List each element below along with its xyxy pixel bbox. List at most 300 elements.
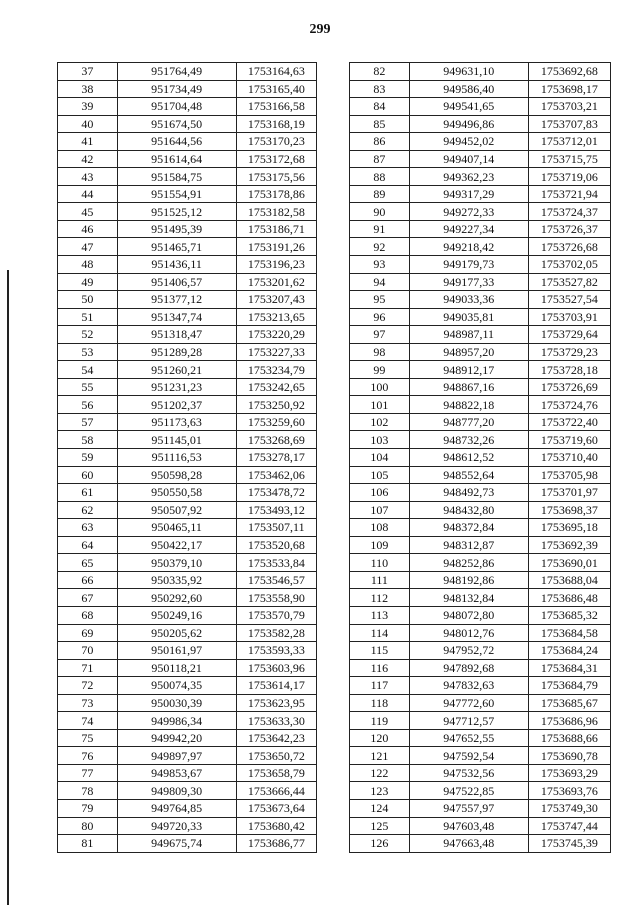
x-coordinate-cell: 949035,81 bbox=[409, 308, 528, 326]
coordinates-table-left bbox=[57, 62, 317, 853]
y-coordinate-cell: 1753686,96 bbox=[528, 712, 610, 730]
table-row bbox=[350, 817, 611, 835]
table-row bbox=[58, 536, 317, 554]
point-number-cell: 105 bbox=[350, 466, 410, 484]
y-coordinate-cell: 1753695,18 bbox=[528, 519, 610, 537]
y-coordinate-cell: 1753166,58 bbox=[236, 98, 316, 116]
y-coordinate-cell: 1753164,63 bbox=[236, 63, 316, 81]
y-coordinate-cell: 1753172,68 bbox=[236, 150, 316, 168]
x-coordinate-cell: 947712,57 bbox=[409, 712, 528, 730]
y-coordinate-cell: 1753707,83 bbox=[528, 115, 610, 133]
point-number-cell: 63 bbox=[58, 519, 118, 537]
y-coordinate-cell: 1753278,17 bbox=[236, 449, 316, 467]
table-row bbox=[58, 220, 317, 238]
table-row bbox=[58, 519, 317, 537]
y-coordinate-cell: 1753650,72 bbox=[236, 747, 316, 765]
y-coordinate-cell: 1753191,26 bbox=[236, 238, 316, 256]
point-number-cell: 56 bbox=[58, 396, 118, 414]
table-row bbox=[350, 308, 611, 326]
point-number-cell: 117 bbox=[350, 677, 410, 695]
table-row bbox=[350, 501, 611, 519]
point-number-cell: 74 bbox=[58, 712, 118, 730]
y-coordinate-cell: 1753168,19 bbox=[236, 115, 316, 133]
table-row bbox=[58, 343, 317, 361]
table-row bbox=[350, 659, 611, 677]
x-coordinate-cell: 948912,17 bbox=[409, 361, 528, 379]
point-number-cell: 107 bbox=[350, 501, 410, 519]
x-coordinate-cell: 947522,85 bbox=[409, 782, 528, 800]
y-coordinate-cell: 1753227,33 bbox=[236, 343, 316, 361]
point-number-cell: 92 bbox=[350, 238, 410, 256]
x-coordinate-cell: 951614,64 bbox=[117, 150, 236, 168]
point-number-cell: 80 bbox=[58, 817, 118, 835]
table-row bbox=[58, 150, 317, 168]
x-coordinate-cell: 947603,48 bbox=[409, 817, 528, 835]
x-coordinate-cell: 951116,53 bbox=[117, 449, 236, 467]
point-number-cell: 112 bbox=[350, 589, 410, 607]
y-coordinate-cell: 1753623,95 bbox=[236, 694, 316, 712]
x-coordinate-cell: 949853,67 bbox=[117, 764, 236, 782]
y-coordinate-cell: 1753729,23 bbox=[528, 343, 610, 361]
point-number-cell: 103 bbox=[350, 431, 410, 449]
y-coordinate-cell: 1753527,54 bbox=[528, 291, 610, 309]
table-row bbox=[350, 571, 611, 589]
x-coordinate-cell: 950205,62 bbox=[117, 624, 236, 642]
x-coordinate-cell: 950598,28 bbox=[117, 466, 236, 484]
table-row bbox=[58, 361, 317, 379]
table-row bbox=[58, 308, 317, 326]
x-coordinate-cell: 951347,74 bbox=[117, 308, 236, 326]
y-coordinate-cell: 1753234,79 bbox=[236, 361, 316, 379]
y-coordinate-cell: 1753745,39 bbox=[528, 835, 610, 853]
table-body bbox=[58, 63, 317, 853]
y-coordinate-cell: 1753546,57 bbox=[236, 571, 316, 589]
x-coordinate-cell: 947892,68 bbox=[409, 659, 528, 677]
table-row bbox=[58, 589, 317, 607]
point-number-cell: 38 bbox=[58, 80, 118, 98]
x-coordinate-cell: 951584,75 bbox=[117, 168, 236, 186]
x-coordinate-cell: 951674,50 bbox=[117, 115, 236, 133]
table-row bbox=[58, 624, 317, 642]
table-row bbox=[58, 396, 317, 414]
table-row bbox=[350, 782, 611, 800]
y-coordinate-cell: 1753614,17 bbox=[236, 677, 316, 695]
point-number-cell: 90 bbox=[350, 203, 410, 221]
table-row bbox=[350, 238, 611, 256]
x-coordinate-cell: 948312,87 bbox=[409, 536, 528, 554]
y-coordinate-cell: 1753692,39 bbox=[528, 536, 610, 554]
y-coordinate-cell: 1753684,58 bbox=[528, 624, 610, 642]
point-number-cell: 88 bbox=[350, 168, 410, 186]
point-number-cell: 71 bbox=[58, 659, 118, 677]
y-coordinate-cell: 1753719,06 bbox=[528, 168, 610, 186]
table-row bbox=[58, 256, 317, 274]
table-row bbox=[350, 484, 611, 502]
point-number-cell: 79 bbox=[58, 799, 118, 817]
point-number-cell: 99 bbox=[350, 361, 410, 379]
x-coordinate-cell: 948012,76 bbox=[409, 624, 528, 642]
point-number-cell: 53 bbox=[58, 343, 118, 361]
y-coordinate-cell: 1753570,79 bbox=[236, 606, 316, 624]
y-coordinate-cell: 1753685,32 bbox=[528, 606, 610, 624]
x-coordinate-cell: 948372,84 bbox=[409, 519, 528, 537]
page-number: 299 bbox=[309, 22, 331, 37]
x-coordinate-cell: 948777,20 bbox=[409, 413, 528, 431]
table-row bbox=[350, 747, 611, 765]
point-number-cell: 122 bbox=[350, 764, 410, 782]
y-coordinate-cell: 1753196,23 bbox=[236, 256, 316, 274]
y-coordinate-cell: 1753268,69 bbox=[236, 431, 316, 449]
y-coordinate-cell: 1753690,01 bbox=[528, 554, 610, 572]
point-number-cell: 93 bbox=[350, 256, 410, 274]
y-coordinate-cell: 1753242,65 bbox=[236, 378, 316, 396]
table-row bbox=[350, 606, 611, 624]
y-coordinate-cell: 1753721,94 bbox=[528, 185, 610, 203]
y-coordinate-cell: 1753690,78 bbox=[528, 747, 610, 765]
y-coordinate-cell: 1753527,82 bbox=[528, 273, 610, 291]
point-number-cell: 45 bbox=[58, 203, 118, 221]
x-coordinate-cell: 948432,80 bbox=[409, 501, 528, 519]
point-number-cell: 47 bbox=[58, 238, 118, 256]
table-row bbox=[58, 63, 317, 81]
table-row bbox=[58, 168, 317, 186]
point-number-cell: 95 bbox=[350, 291, 410, 309]
x-coordinate-cell: 948987,11 bbox=[409, 326, 528, 344]
point-number-cell: 121 bbox=[350, 747, 410, 765]
point-number-cell: 115 bbox=[350, 642, 410, 660]
point-number-cell: 84 bbox=[350, 98, 410, 116]
point-number-cell: 123 bbox=[350, 782, 410, 800]
y-coordinate-cell: 1753533,84 bbox=[236, 554, 316, 572]
x-coordinate-cell: 951554,91 bbox=[117, 185, 236, 203]
table-row bbox=[350, 589, 611, 607]
point-number-cell: 66 bbox=[58, 571, 118, 589]
table-row bbox=[58, 273, 317, 291]
table-row bbox=[350, 536, 611, 554]
y-coordinate-cell: 1753207,43 bbox=[236, 291, 316, 309]
table-row bbox=[350, 694, 611, 712]
point-number-cell: 96 bbox=[350, 308, 410, 326]
x-coordinate-cell: 949033,36 bbox=[409, 291, 528, 309]
y-coordinate-cell: 1753673,64 bbox=[236, 799, 316, 817]
table-row bbox=[58, 326, 317, 344]
point-number-cell: 91 bbox=[350, 220, 410, 238]
x-coordinate-cell: 949452,02 bbox=[409, 133, 528, 151]
y-coordinate-cell: 1753558,90 bbox=[236, 589, 316, 607]
point-number-cell: 81 bbox=[58, 835, 118, 853]
x-coordinate-cell: 951318,47 bbox=[117, 326, 236, 344]
point-number-cell: 76 bbox=[58, 747, 118, 765]
point-number-cell: 106 bbox=[350, 484, 410, 502]
point-number-cell: 70 bbox=[58, 642, 118, 660]
point-number-cell: 94 bbox=[350, 273, 410, 291]
y-coordinate-cell: 1753688,66 bbox=[528, 729, 610, 747]
point-number-cell: 119 bbox=[350, 712, 410, 730]
table-row bbox=[350, 431, 611, 449]
table-row bbox=[58, 554, 317, 572]
x-coordinate-cell: 948612,52 bbox=[409, 449, 528, 467]
point-number-cell: 54 bbox=[58, 361, 118, 379]
y-coordinate-cell: 1753213,65 bbox=[236, 308, 316, 326]
y-coordinate-cell: 1753724,37 bbox=[528, 203, 610, 221]
y-coordinate-cell: 1753729,64 bbox=[528, 326, 610, 344]
x-coordinate-cell: 950292,60 bbox=[117, 589, 236, 607]
table-row bbox=[58, 712, 317, 730]
table-row bbox=[350, 150, 611, 168]
y-coordinate-cell: 1753710,40 bbox=[528, 449, 610, 467]
x-coordinate-cell: 949317,29 bbox=[409, 185, 528, 203]
x-coordinate-cell: 950030,39 bbox=[117, 694, 236, 712]
table-row bbox=[350, 554, 611, 572]
point-number-cell: 78 bbox=[58, 782, 118, 800]
point-number-cell: 111 bbox=[350, 571, 410, 589]
point-number-cell: 60 bbox=[58, 466, 118, 484]
x-coordinate-cell: 948867,16 bbox=[409, 378, 528, 396]
x-coordinate-cell: 948492,73 bbox=[409, 484, 528, 502]
x-coordinate-cell: 949986,34 bbox=[117, 712, 236, 730]
x-coordinate-cell: 949407,14 bbox=[409, 150, 528, 168]
y-coordinate-cell: 1753698,17 bbox=[528, 80, 610, 98]
table-row bbox=[58, 80, 317, 98]
x-coordinate-cell: 951436,11 bbox=[117, 256, 236, 274]
table-row bbox=[58, 677, 317, 695]
y-coordinate-cell: 1753520,68 bbox=[236, 536, 316, 554]
table-row bbox=[350, 273, 611, 291]
table-row bbox=[350, 343, 611, 361]
table-row bbox=[350, 291, 611, 309]
table-row bbox=[58, 378, 317, 396]
table-row bbox=[350, 256, 611, 274]
point-number-cell: 46 bbox=[58, 220, 118, 238]
y-coordinate-cell: 1753685,67 bbox=[528, 694, 610, 712]
table-row bbox=[350, 185, 611, 203]
point-number-cell: 55 bbox=[58, 378, 118, 396]
table-row bbox=[58, 185, 317, 203]
table-row bbox=[350, 677, 611, 695]
point-number-cell: 43 bbox=[58, 168, 118, 186]
y-coordinate-cell: 1753666,44 bbox=[236, 782, 316, 800]
x-coordinate-cell: 950422,17 bbox=[117, 536, 236, 554]
point-number-cell: 72 bbox=[58, 677, 118, 695]
point-number-cell: 120 bbox=[350, 729, 410, 747]
point-number-cell: 116 bbox=[350, 659, 410, 677]
x-coordinate-cell: 950465,11 bbox=[117, 519, 236, 537]
y-coordinate-cell: 1753686,77 bbox=[236, 835, 316, 853]
point-number-cell: 42 bbox=[58, 150, 118, 168]
table-row bbox=[58, 694, 317, 712]
point-number-cell: 98 bbox=[350, 343, 410, 361]
y-coordinate-cell: 1753702,05 bbox=[528, 256, 610, 274]
y-coordinate-cell: 1753478,72 bbox=[236, 484, 316, 502]
y-coordinate-cell: 1753724,76 bbox=[528, 396, 610, 414]
x-coordinate-cell: 949227,34 bbox=[409, 220, 528, 238]
table-row bbox=[350, 115, 611, 133]
table-row bbox=[350, 326, 611, 344]
y-coordinate-cell: 1753507,11 bbox=[236, 519, 316, 537]
x-coordinate-cell: 949897,97 bbox=[117, 747, 236, 765]
x-coordinate-cell: 949496,86 bbox=[409, 115, 528, 133]
point-number-cell: 50 bbox=[58, 291, 118, 309]
x-coordinate-cell: 950161,97 bbox=[117, 642, 236, 660]
y-coordinate-cell: 1753186,71 bbox=[236, 220, 316, 238]
point-number-cell: 49 bbox=[58, 273, 118, 291]
y-coordinate-cell: 1753693,29 bbox=[528, 764, 610, 782]
y-coordinate-cell: 1753462,06 bbox=[236, 466, 316, 484]
table-row bbox=[58, 729, 317, 747]
table-row bbox=[58, 203, 317, 221]
point-number-cell: 109 bbox=[350, 536, 410, 554]
x-coordinate-cell: 951260,21 bbox=[117, 361, 236, 379]
y-coordinate-cell: 1753170,23 bbox=[236, 133, 316, 151]
y-coordinate-cell: 1753175,56 bbox=[236, 168, 316, 186]
point-number-cell: 37 bbox=[58, 63, 118, 81]
y-coordinate-cell: 1753703,91 bbox=[528, 308, 610, 326]
y-coordinate-cell: 1753633,30 bbox=[236, 712, 316, 730]
table-row bbox=[58, 501, 317, 519]
point-number-cell: 61 bbox=[58, 484, 118, 502]
point-number-cell: 86 bbox=[350, 133, 410, 151]
table-row bbox=[350, 203, 611, 221]
y-coordinate-cell: 1753686,48 bbox=[528, 589, 610, 607]
y-coordinate-cell: 1753684,24 bbox=[528, 642, 610, 660]
y-coordinate-cell: 1753658,79 bbox=[236, 764, 316, 782]
table-row bbox=[58, 799, 317, 817]
y-coordinate-cell: 1753182,58 bbox=[236, 203, 316, 221]
y-coordinate-cell: 1753201,62 bbox=[236, 273, 316, 291]
x-coordinate-cell: 950249,16 bbox=[117, 606, 236, 624]
y-coordinate-cell: 1753593,33 bbox=[236, 642, 316, 660]
table-row bbox=[58, 413, 317, 431]
x-coordinate-cell: 947772,60 bbox=[409, 694, 528, 712]
table-row bbox=[350, 98, 611, 116]
x-coordinate-cell: 949720,33 bbox=[117, 817, 236, 835]
y-coordinate-cell: 1753715,75 bbox=[528, 150, 610, 168]
y-coordinate-cell: 1753684,79 bbox=[528, 677, 610, 695]
table-row bbox=[350, 642, 611, 660]
table-row bbox=[350, 466, 611, 484]
x-coordinate-cell: 951734,49 bbox=[117, 80, 236, 98]
y-coordinate-cell: 1753603,96 bbox=[236, 659, 316, 677]
point-number-cell: 65 bbox=[58, 554, 118, 572]
x-coordinate-cell: 949362,23 bbox=[409, 168, 528, 186]
x-coordinate-cell: 950507,92 bbox=[117, 501, 236, 519]
table-row bbox=[58, 659, 317, 677]
x-coordinate-cell: 947652,55 bbox=[409, 729, 528, 747]
x-coordinate-cell: 950074,35 bbox=[117, 677, 236, 695]
y-coordinate-cell: 1753684,31 bbox=[528, 659, 610, 677]
y-coordinate-cell: 1753749,30 bbox=[528, 799, 610, 817]
table-row bbox=[58, 835, 317, 853]
x-coordinate-cell: 951764,49 bbox=[117, 63, 236, 81]
table-row bbox=[58, 484, 317, 502]
table-row bbox=[58, 642, 317, 660]
y-coordinate-cell: 1753698,37 bbox=[528, 501, 610, 519]
x-coordinate-cell: 949942,20 bbox=[117, 729, 236, 747]
point-number-cell: 97 bbox=[350, 326, 410, 344]
table-row bbox=[350, 80, 611, 98]
table-row bbox=[58, 98, 317, 116]
x-coordinate-cell: 949177,33 bbox=[409, 273, 528, 291]
x-coordinate-cell: 948957,20 bbox=[409, 343, 528, 361]
point-number-cell: 75 bbox=[58, 729, 118, 747]
y-coordinate-cell: 1753692,68 bbox=[528, 63, 610, 81]
y-coordinate-cell: 1753250,92 bbox=[236, 396, 316, 414]
y-coordinate-cell: 1753642,23 bbox=[236, 729, 316, 747]
point-number-cell: 101 bbox=[350, 396, 410, 414]
point-number-cell: 57 bbox=[58, 413, 118, 431]
table-row bbox=[58, 449, 317, 467]
table-row bbox=[350, 729, 611, 747]
point-number-cell: 64 bbox=[58, 536, 118, 554]
table-row bbox=[58, 466, 317, 484]
x-coordinate-cell: 947832,63 bbox=[409, 677, 528, 695]
x-coordinate-cell: 947592,54 bbox=[409, 747, 528, 765]
x-coordinate-cell: 951145,01 bbox=[117, 431, 236, 449]
y-coordinate-cell: 1753726,69 bbox=[528, 378, 610, 396]
table-row bbox=[58, 571, 317, 589]
x-coordinate-cell: 951173,63 bbox=[117, 413, 236, 431]
x-coordinate-cell: 951704,48 bbox=[117, 98, 236, 116]
x-coordinate-cell: 949675,74 bbox=[117, 835, 236, 853]
point-number-cell: 114 bbox=[350, 624, 410, 642]
x-coordinate-cell: 950379,10 bbox=[117, 554, 236, 572]
y-coordinate-cell: 1753705,98 bbox=[528, 466, 610, 484]
x-coordinate-cell: 949586,40 bbox=[409, 80, 528, 98]
y-coordinate-cell: 1753178,86 bbox=[236, 185, 316, 203]
x-coordinate-cell: 951465,71 bbox=[117, 238, 236, 256]
table-row bbox=[350, 361, 611, 379]
point-number-cell: 89 bbox=[350, 185, 410, 203]
point-number-cell: 100 bbox=[350, 378, 410, 396]
y-coordinate-cell: 1753728,18 bbox=[528, 361, 610, 379]
point-number-cell: 67 bbox=[58, 589, 118, 607]
x-coordinate-cell: 948252,86 bbox=[409, 554, 528, 572]
table-row bbox=[350, 449, 611, 467]
table-row bbox=[350, 624, 611, 642]
point-number-cell: 124 bbox=[350, 799, 410, 817]
scan-margin-line bbox=[7, 270, 9, 905]
x-coordinate-cell: 950335,92 bbox=[117, 571, 236, 589]
x-coordinate-cell: 951644,56 bbox=[117, 133, 236, 151]
x-coordinate-cell: 948132,84 bbox=[409, 589, 528, 607]
x-coordinate-cell: 947663,48 bbox=[409, 835, 528, 853]
table-row bbox=[350, 378, 611, 396]
point-number-cell: 73 bbox=[58, 694, 118, 712]
x-coordinate-cell: 949218,42 bbox=[409, 238, 528, 256]
x-coordinate-cell: 951525,12 bbox=[117, 203, 236, 221]
x-coordinate-cell: 950550,58 bbox=[117, 484, 236, 502]
table-row bbox=[350, 764, 611, 782]
y-coordinate-cell: 1753165,40 bbox=[236, 80, 316, 98]
table-row bbox=[350, 712, 611, 730]
table-row bbox=[350, 799, 611, 817]
table-row bbox=[58, 291, 317, 309]
y-coordinate-cell: 1753493,12 bbox=[236, 501, 316, 519]
y-coordinate-cell: 1753680,42 bbox=[236, 817, 316, 835]
x-coordinate-cell: 949631,10 bbox=[409, 63, 528, 81]
x-coordinate-cell: 949541,65 bbox=[409, 98, 528, 116]
point-number-cell: 77 bbox=[58, 764, 118, 782]
table-row bbox=[350, 63, 611, 81]
table-row bbox=[350, 396, 611, 414]
y-coordinate-cell: 1753259,60 bbox=[236, 413, 316, 431]
y-coordinate-cell: 1753693,76 bbox=[528, 782, 610, 800]
x-coordinate-cell: 949809,30 bbox=[117, 782, 236, 800]
x-coordinate-cell: 948072,80 bbox=[409, 606, 528, 624]
x-coordinate-cell: 950118,21 bbox=[117, 659, 236, 677]
point-number-cell: 41 bbox=[58, 133, 118, 151]
table-row bbox=[58, 817, 317, 835]
